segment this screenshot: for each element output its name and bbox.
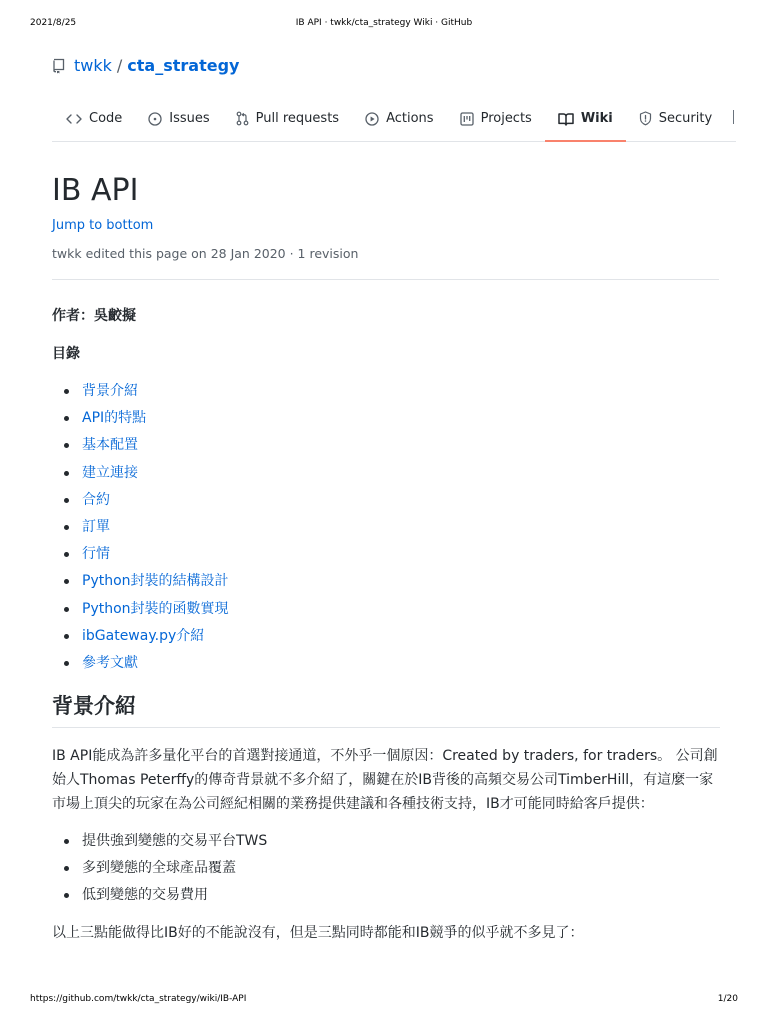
project-icon <box>460 112 474 126</box>
toc-link[interactable]: Python封裝的函數實現 <box>64 596 720 623</box>
author-line: 作者：吳齩擬 <box>52 308 136 324</box>
print-date: 2021/8/25 <box>30 18 77 28</box>
print-footer <box>0 994 768 1008</box>
tab-security-label: Security <box>658 111 713 126</box>
wiki-content <box>52 304 720 957</box>
toc-link[interactable]: 參考文獻 <box>64 650 720 677</box>
play-icon <box>365 112 379 126</box>
list-item: 提供強到變態的交易平台TWS <box>64 828 720 855</box>
list-item: 多到變態的全球產品覆蓋 <box>64 855 720 882</box>
list-item: 低到變態的交易費用 <box>64 882 720 909</box>
feature-list <box>64 828 720 909</box>
toc-link[interactable]: 建立連接 <box>64 460 720 487</box>
book-icon <box>558 112 574 126</box>
tab-wiki[interactable] <box>545 96 626 141</box>
toc-link[interactable]: 訂單 <box>64 514 720 541</box>
toc-heading: 目錄 <box>52 346 80 362</box>
tab-issues-label: Issues <box>169 111 210 126</box>
repo-separator: / <box>116 56 123 75</box>
print-url: https://github.com/twkk/cta_strategy/wiki/IB-API <box>30 994 247 1004</box>
page-title: IB API <box>52 173 139 208</box>
toc-link[interactable]: 合約 <box>64 487 720 514</box>
tab-issues[interactable] <box>135 96 222 141</box>
tab-projects[interactable] <box>447 96 545 141</box>
print-header <box>0 18 768 32</box>
summary-paragraph: 以上三點能做得比IB好的不能說沒有，但是三點同時都能和IB競爭的似乎就不多見了： <box>52 925 584 942</box>
toc-link[interactable]: API的特點 <box>64 405 720 432</box>
jump-to-bottom-link[interactable]: Jump to bottom <box>52 218 154 233</box>
toc-link[interactable]: 基本配置 <box>64 432 720 459</box>
edit-history-meta: twkk edited this page on 28 Jan 2020 · 1 revision <box>52 246 359 261</box>
tab-code-label: Code <box>89 111 123 126</box>
repo-owner-link[interactable]: twkk <box>74 56 112 75</box>
tab-pull-requests-label: Pull requests <box>255 111 340 126</box>
intro-paragraph: IB API能成為許多量化平台的首選對接通道，不外乎一個原因：Created by traders, for traders。 公司創始人Thomas Peterffy的傳奇背景就不多介紹了，關鍵在於IB背後的高頻交易公司TimberHill，有這麼一家市場上頂尖的玩家在為公司經紀相關的業務提供建議和各種技術支持，IB才可能同時給客戶提供： <box>52 748 718 813</box>
code-icon <box>66 113 82 125</box>
tab-actions-label: Actions <box>386 111 434 126</box>
section-heading: 背景介紹 <box>52 691 720 728</box>
table-of-contents <box>64 378 720 677</box>
toc-link[interactable]: 行情 <box>64 541 720 568</box>
header-divider <box>52 279 719 280</box>
repo-nav-tabs <box>52 96 736 142</box>
repo-name-link[interactable]: cta_strategy <box>127 56 240 75</box>
shield-icon <box>639 111 652 126</box>
pull-request-icon <box>236 111 249 126</box>
issue-icon <box>148 112 162 126</box>
repo-title <box>52 56 239 75</box>
tab-security[interactable] <box>626 96 725 141</box>
repo-icon <box>52 58 66 74</box>
toc-link[interactable]: Python封裝的結構設計 <box>64 568 720 595</box>
page-number: 1/20 <box>717 994 738 1004</box>
tab-code[interactable] <box>52 96 135 141</box>
tab-actions[interactable] <box>352 96 447 141</box>
toc-link[interactable]: ibGateway.py介紹 <box>64 623 720 650</box>
print-document-title: IB API · twkk/cta_strategy Wiki · GitHub <box>295 18 473 28</box>
nav-overflow-indicator <box>733 110 734 124</box>
tab-pull-requests[interactable] <box>223 96 352 141</box>
tab-projects-label: Projects <box>480 111 532 126</box>
toc-link[interactable]: 背景介紹 <box>64 378 720 405</box>
tab-wiki-label: Wiki <box>580 111 613 126</box>
